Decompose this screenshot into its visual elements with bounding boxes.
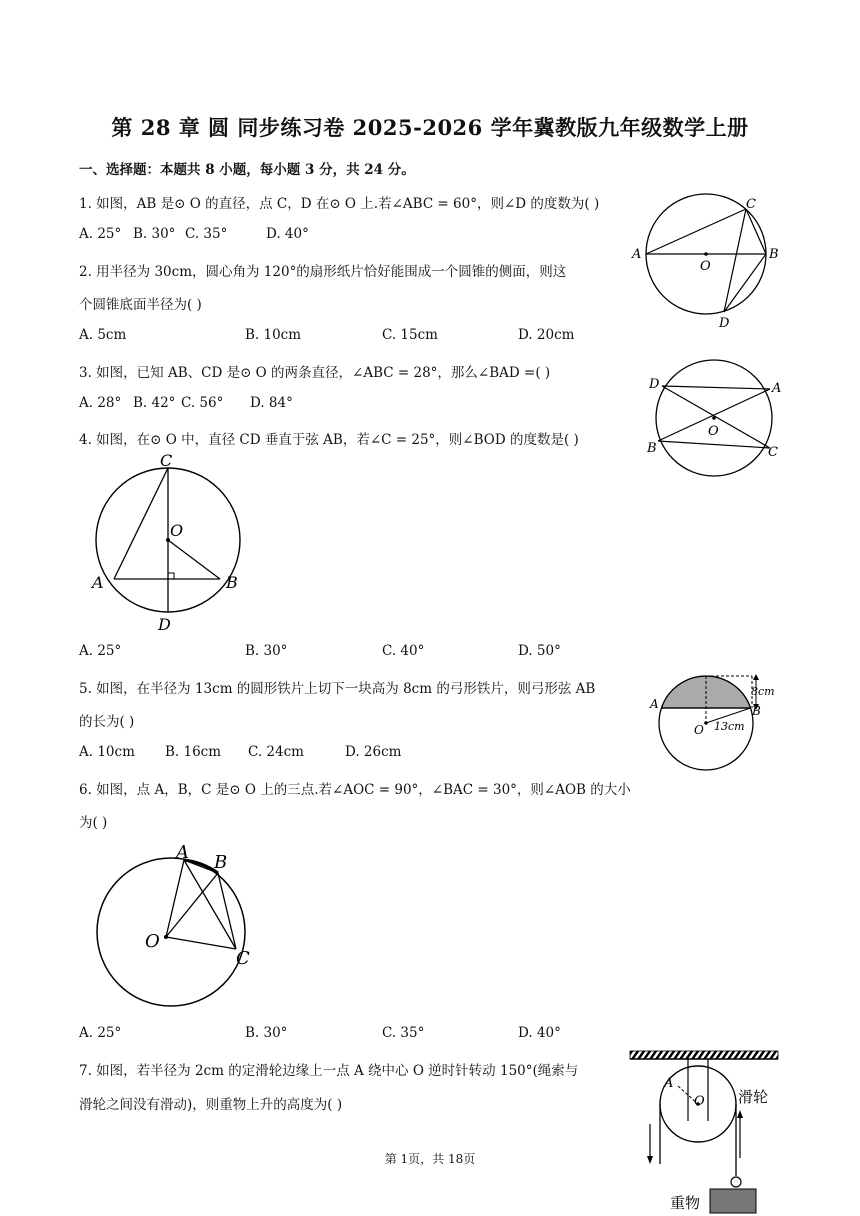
f7-label-pulley: 滑轮 — [738, 1088, 769, 1106]
q3-option-b: B. 42° — [133, 395, 176, 411]
f4-label-a: A — [92, 573, 104, 592]
q4-option-b: B. 30° — [245, 643, 288, 659]
f4-label-c: C — [160, 452, 173, 470]
f4-label-o: O — [170, 521, 184, 540]
question-2-stem-line1: 2. 用半径为 30cm，圆心角为 120°的扇形纸片恰好能围成一个圆锥的侧面，则这 — [79, 264, 567, 280]
f5-label-height: 8cm — [751, 685, 775, 698]
f6-label-c: C — [236, 948, 250, 969]
q2-option-d: D. 20cm — [518, 327, 575, 343]
question-6-stem-line2: 为( ) — [79, 815, 108, 831]
f1-label-a: A — [632, 247, 642, 262]
f7-label-o: O — [694, 1094, 705, 1109]
f5-label-a: A — [650, 697, 659, 711]
f6-label-a: A — [176, 842, 189, 863]
q1-option-a: A. 25° — [79, 226, 122, 242]
q5-option-b: B. 16cm — [165, 744, 222, 760]
f7-label-weight: 重物 — [670, 1194, 701, 1212]
question-5-stem-line2: 的长为( ) — [79, 714, 135, 730]
q2-option-b: B. 10cm — [245, 327, 302, 343]
question-6-stem-line1: 6. 如图，点 A，B，C 是⊙ O 上的三点.若∠AOC = 90°，∠BAC = 30°，则∠AOB 的大小 — [79, 782, 631, 798]
q3-option-c: C. 56° — [181, 395, 224, 411]
q6-option-a: A. 25° — [79, 1025, 122, 1041]
q4-option-c: C. 40° — [382, 643, 425, 659]
question-4-stem: 4. 如图，在⊙ O 中，直径 CD 垂直于弦 AB，若∠C = 25°，则∠BOD 的度数是( ) — [79, 432, 579, 448]
q5-option-a: A. 10cm — [79, 744, 135, 760]
f1-label-b: B — [769, 247, 779, 262]
q3-option-d: D. 84° — [250, 395, 293, 411]
f5-label-o: O — [694, 723, 704, 737]
f3-label-a: A — [772, 381, 782, 396]
q4-option-a: A. 25° — [79, 643, 122, 659]
q6-option-b: B. 30° — [245, 1025, 288, 1041]
f4-label-d: D — [158, 615, 171, 634]
page-title: 第 28 章 圆 同步练习卷 2025-2026 学年冀教版九年级数学上册 — [111, 115, 749, 140]
q1-option-b: B. 30° — [133, 226, 176, 242]
section-heading: 一、选择题：本题共 8 小题，每小题 3 分，共 24 分。 — [79, 162, 415, 178]
q5-option-d: D. 26cm — [345, 744, 402, 760]
q5-option-c: C. 24cm — [248, 744, 304, 760]
f1-label-c: C — [746, 197, 756, 212]
f3-label-c: C — [768, 445, 778, 460]
f1-label-d: D — [719, 316, 730, 331]
f3-label-d: D — [649, 377, 660, 392]
figure-q5 — [648, 668, 784, 772]
figure-q7 — [628, 1046, 783, 1216]
f7-label-a: A — [664, 1076, 674, 1091]
f6-label-o: O — [145, 931, 160, 952]
q6-option-c: C. 35° — [382, 1025, 425, 1041]
f5-label-b: B — [752, 704, 761, 718]
page-footer: 第 1页，共 18页 — [384, 1152, 476, 1166]
figure-q4 — [86, 452, 246, 634]
f3-label-b: B — [647, 441, 657, 456]
q2-option-c: C. 15cm — [382, 327, 438, 343]
q1-option-c: C. 35° — [185, 226, 228, 242]
question-7-stem-line1: 7. 如图，若半径为 2cm 的定滑轮边缘上一点 A 绕中心 O 逆时针转动 150°(绳索与 — [79, 1063, 579, 1079]
q1-option-d: D. 40° — [266, 226, 309, 242]
q3-option-a: A. 28° — [79, 395, 122, 411]
question-1-stem: 1. 如图，AB 是⊙ O 的直径，点 C，D 在⊙ O 上.若∠ABC = 60°，则∠D 的度数为( ) — [79, 196, 600, 212]
q4-option-d: D. 50° — [518, 643, 561, 659]
f3-label-o: O — [708, 424, 719, 439]
f1-label-o: O — [700, 259, 711, 274]
question-5-stem-line1: 5. 如图，在半径为 13cm 的圆形铁片上切下一块高为 8cm 的弓形铁片，则弓形弦 AB — [79, 681, 596, 697]
question-3-stem: 3. 如图，已知 AB、CD 是⊙ O 的两条直径，∠ABC = 28°，那么∠BAD =( ) — [79, 365, 551, 381]
question-2-stem-line2: 个圆锥底面半径为( ) — [79, 297, 202, 313]
figure-q6 — [90, 838, 260, 1013]
q6-option-d: D. 40° — [518, 1025, 561, 1041]
figure-q3 — [644, 356, 789, 481]
q2-option-a: A. 5cm — [79, 327, 127, 343]
f4-label-b: B — [226, 573, 238, 592]
f5-label-radius: 13cm — [714, 720, 745, 733]
question-7-stem-line2: 滑轮之间没有滑动)，则重物上升的高度为( ) — [79, 1097, 343, 1113]
figure-q1 — [626, 192, 786, 332]
f6-label-b: B — [214, 852, 228, 873]
